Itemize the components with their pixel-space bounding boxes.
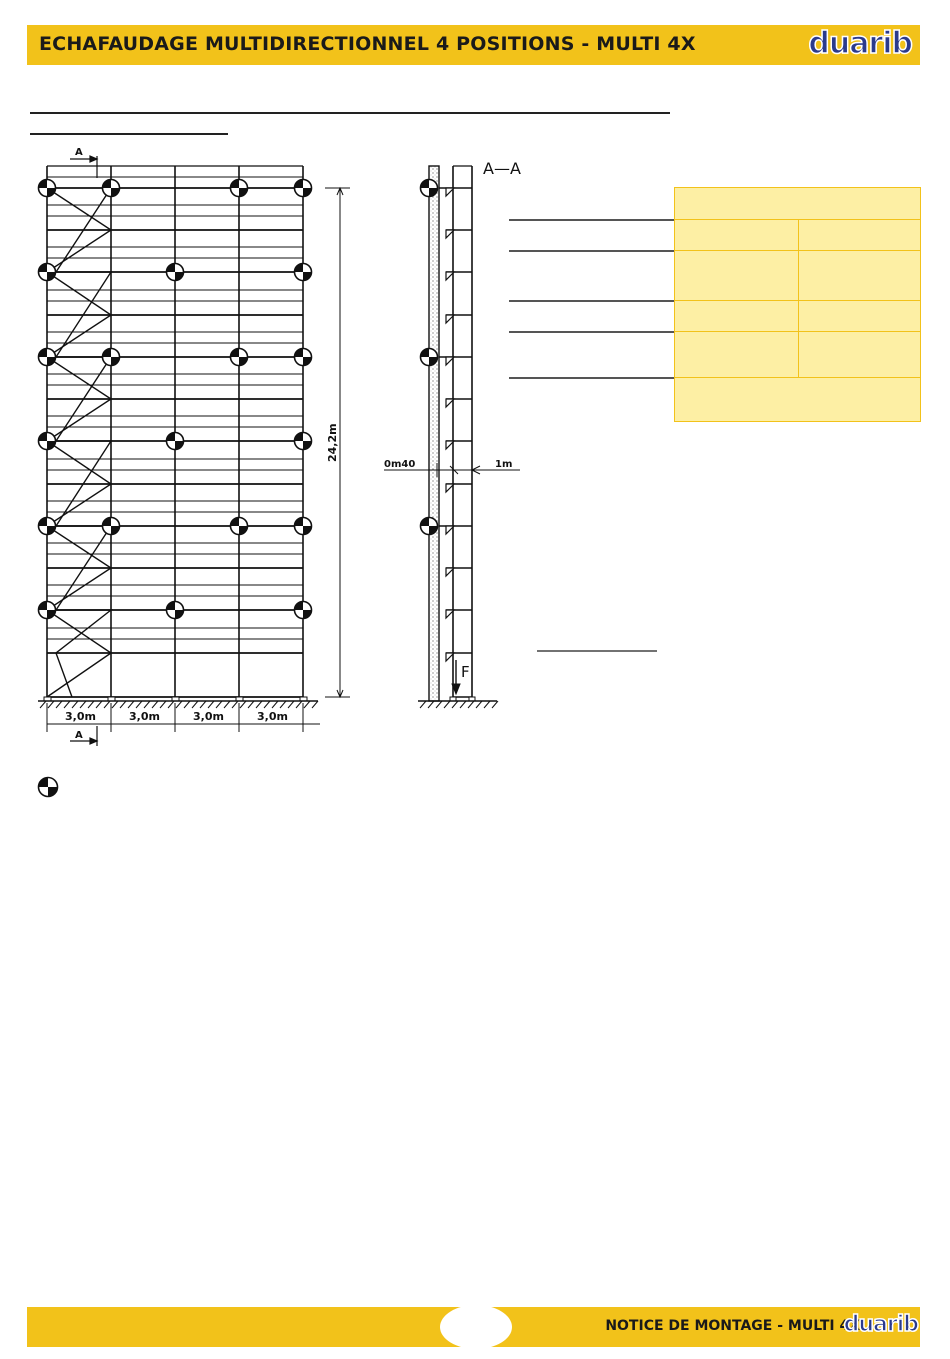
table-divider: [509, 250, 675, 252]
section-marker-top: [70, 156, 97, 178]
footer-title: NOTICE DE MONTAGE - MULTI 4X: [605, 1318, 860, 1334]
table-divider: [509, 300, 675, 302]
table-cell: [674, 250, 799, 301]
height-label: 24,2m: [326, 423, 339, 462]
anchor-point-icon: [37, 776, 59, 798]
bay-label-4: 3,0m: [257, 710, 288, 723]
table-cell: [674, 300, 799, 332]
table-cell: [674, 219, 799, 251]
width-label: 1m: [495, 459, 513, 470]
page-number-notch: [440, 1305, 512, 1349]
brand-logo: duarib: [808, 26, 912, 61]
section-title: A—A: [483, 159, 521, 178]
section-marker-label-bottom: A: [75, 730, 83, 741]
table-cell: [798, 300, 921, 332]
table-divider: [509, 331, 675, 333]
table-header-cell: [674, 187, 921, 220]
section-marker-label-top: A: [75, 147, 83, 158]
section-view: [384, 166, 520, 708]
bay-label-3: 3,0m: [193, 710, 224, 723]
table-divider: [509, 377, 675, 379]
force-label: F: [461, 663, 470, 681]
footer-logo: duarib: [843, 1312, 918, 1337]
table-cell: [798, 250, 921, 301]
bay-label-2: 3,0m: [129, 710, 160, 723]
table-cell: [798, 331, 921, 378]
table-footer-cell: [674, 377, 921, 422]
page-title: ECHAFAUDAGE MULTIDIRECTIONNEL 4 POSITIONS - MULTI 4X: [39, 33, 696, 55]
table-cell: [798, 219, 921, 251]
bay-label-1: 3,0m: [65, 710, 96, 723]
gap-label: 0m40: [384, 459, 416, 470]
table-cell: [674, 331, 799, 378]
table-divider: [509, 219, 675, 221]
